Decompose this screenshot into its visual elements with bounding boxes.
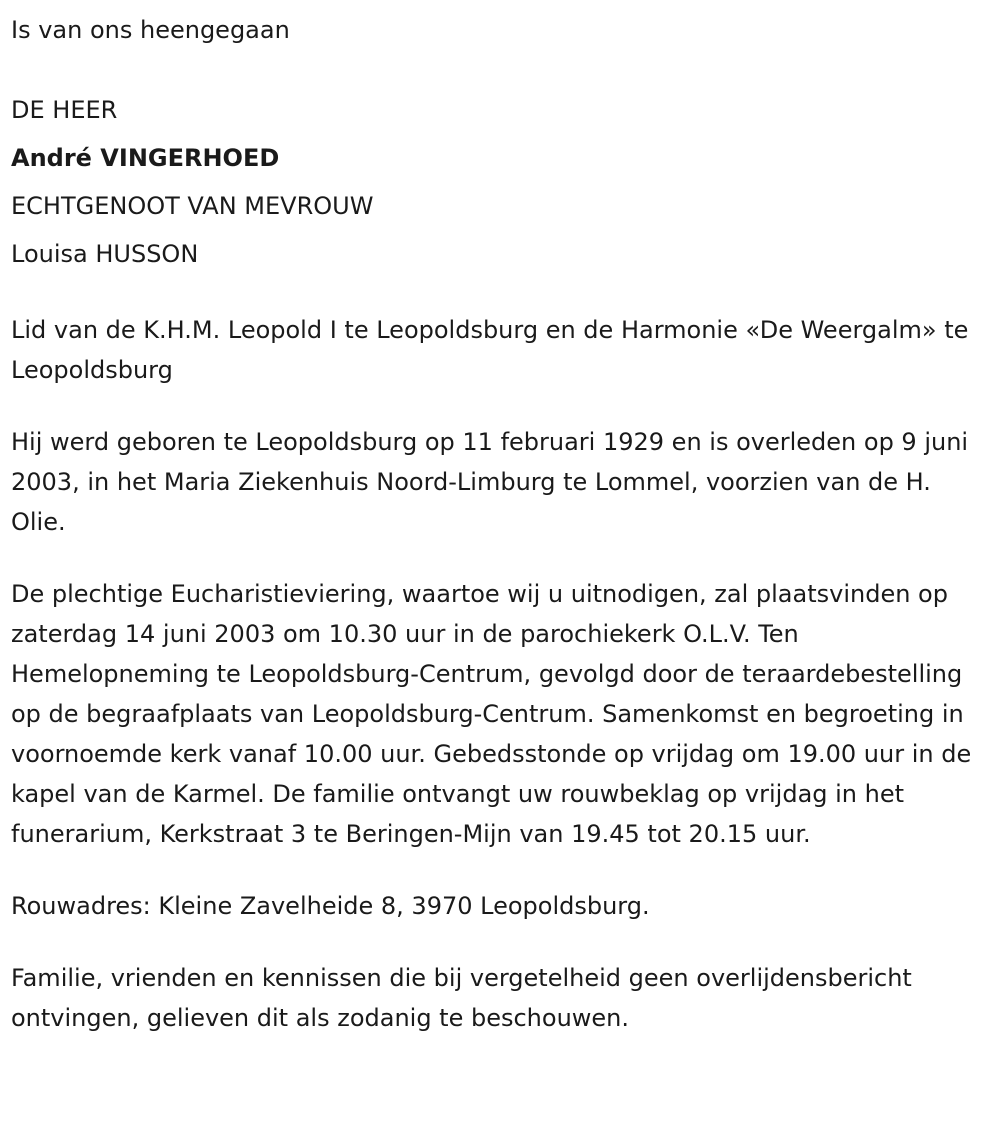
spacer xyxy=(11,390,990,422)
intro-text: Is van ons heengegaan xyxy=(11,16,290,44)
membership-paragraph: Lid van de K.H.M. Leopold I te Leopoldsburg en de Harmonie «De Weergalm» te Leopoldsburg xyxy=(11,316,969,384)
closing-paragraph: Familie, vrienden en kennissen die bij vergetelheid geen overlijdensbericht ontvingen, gelieven dit als zodanig te beschouwen. xyxy=(11,964,912,1032)
spacer xyxy=(11,54,990,86)
ceremony-paragraph: De plechtige Eucharistieviering, waartoe wij u uitnodigen, zal plaatsvinden op zaterdag 14 juni 2003 om 10.30 uur in de parochiekerk O.L.V. Ten Hemelopneming te Leopoldsburg-Centrum, gevolgd door de teraardebestelling op de begraafplaats van Leopoldsburg-Centrum. Samenkomst en begroeting in voornoemde kerk vanaf 10.00 uur. Gebedsstonde op vrijdag om 19.00 uur in de kapel van de Karmel. De familie ontvangt uw rouwbeklag op vrijdag in het funerarium, Kerkstraat 3 te Beringen-Mijn van 19.45 tot 20.15 uur. xyxy=(11,580,972,848)
spacer xyxy=(11,278,990,310)
spacer xyxy=(11,854,990,886)
mourning-address: Rouwadres: Kleine Zavelheide 8, 3970 Leopoldsburg. xyxy=(11,892,650,920)
spacer xyxy=(11,926,990,958)
relation-text: ECHTGENOOT VAN MEVROUW xyxy=(11,192,374,220)
deceased-name: André VINGERHOED xyxy=(11,144,280,172)
honorific-title: DE HEER xyxy=(11,96,118,124)
spouse-name: Louisa HUSSON xyxy=(11,240,199,268)
birth-death-paragraph: Hij werd geboren te Leopoldsburg op 11 februari 1929 en is overleden op 9 juni 2003, in het Maria Ziekenhuis Noord-Limburg te Lommel, voorzien van de H. Olie. xyxy=(11,428,969,536)
spacer xyxy=(11,542,990,574)
